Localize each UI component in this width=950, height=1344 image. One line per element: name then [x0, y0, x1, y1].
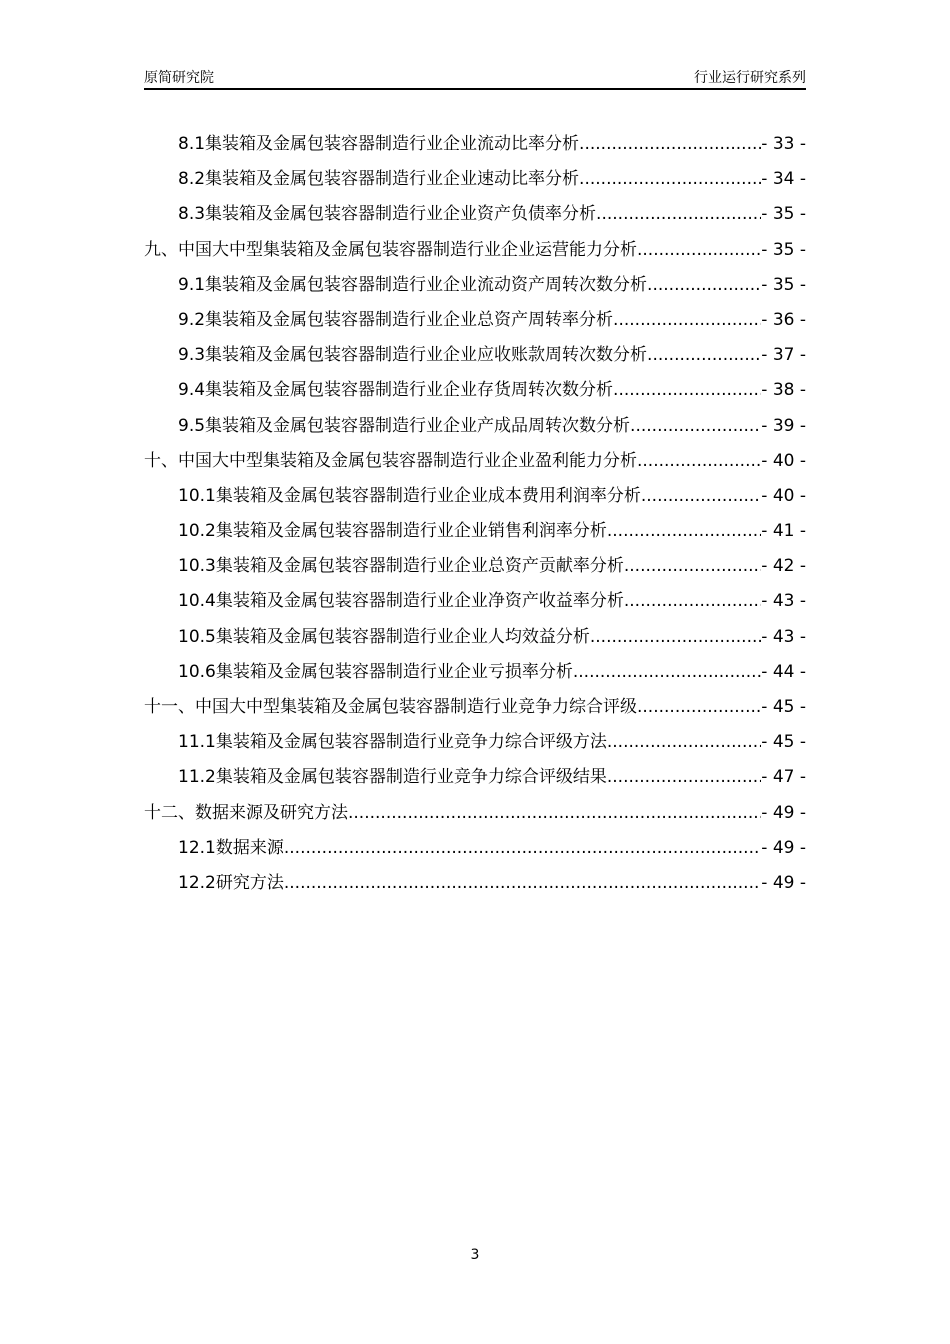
toc-entry-page: - 35 -	[761, 204, 806, 225]
toc-entry[interactable]	[144, 303, 806, 338]
toc-entry-page: - 42 -	[761, 556, 806, 577]
page-number: 3	[470, 1247, 480, 1263]
toc-entry-title: 集装箱及金属包装容器制造行业企业成本费用利润率分析	[215, 485, 641, 506]
toc-leader-dots	[573, 655, 761, 690]
toc-entry-page: - 34 -	[761, 169, 806, 190]
toc-entry-page: - 43 -	[761, 591, 806, 612]
toc-entry[interactable]	[144, 409, 806, 444]
toc-entry-number: 12.1	[178, 837, 216, 858]
toc-entry-title: 集装箱及金属包装容器制造行业竞争力综合评级方法	[215, 732, 607, 753]
toc-entry-title: 十二、数据来源及研究方法	[144, 802, 348, 823]
toc-leader-dots	[607, 514, 761, 549]
toc-entry-page: - 36 -	[761, 309, 806, 330]
toc-entry-number: 10.6	[178, 661, 216, 682]
toc-entry-title: 十一、中国大中型集装箱及金属包装容器制造行业竞争力综合评级	[144, 697, 637, 717]
toc-entry-number: 9.1	[178, 274, 206, 295]
toc-entry-number: 10.2	[178, 521, 216, 542]
toc-entry-title: 十、中国大中型集装箱及金属包装容器制造行业企业盈利能力分析	[144, 450, 637, 471]
toc-entry[interactable]	[144, 444, 806, 479]
toc-entry-page: - 49 -	[761, 802, 806, 823]
toc-leader-dots	[647, 338, 761, 373]
toc-entry-page: - 40 -	[761, 485, 806, 506]
toc-entry[interactable]	[144, 338, 806, 373]
toc-entry-title: 集装箱及金属包装容器制造行业企业净资产收益率分析	[215, 591, 624, 612]
toc-entry[interactable]	[144, 549, 806, 584]
toc-entry[interactable]	[144, 233, 806, 268]
toc-entry-page: - 35 -	[761, 274, 806, 295]
toc-entry-page: - 35 -	[761, 239, 806, 260]
toc-entry-title: 数据来源	[215, 837, 284, 858]
toc-entry-number: 8.3	[178, 204, 206, 225]
toc-entry-title: 集装箱及金属包装容器制造行业企业总资产周转率分析	[205, 309, 614, 330]
header-publisher: 原简研究院	[144, 70, 214, 86]
toc-entry-title: 集装箱及金属包装容器制造行业企业销售利润率分析	[215, 521, 607, 542]
toc-entry[interactable]	[144, 655, 806, 690]
toc-entry-title: 集装箱及金属包装容器制造行业竞争力综合评级结果	[215, 767, 607, 788]
toc-entry-title: 研究方法	[215, 872, 284, 893]
toc-entry[interactable]	[144, 127, 806, 162]
toc-entry-page: - 47 -	[761, 767, 806, 788]
toc-entry-page: - 45 -	[761, 732, 806, 753]
toc-entry[interactable]	[144, 760, 806, 795]
toc-leader-dots	[607, 725, 761, 760]
toc-entry-number: 10.4	[178, 591, 216, 612]
toc-entry-title: 集装箱及金属包装容器制造行业企业资产负债率分析	[205, 204, 597, 225]
toc-entry-page: - 49 -	[761, 872, 806, 893]
toc-leader-dots	[579, 162, 761, 197]
toc-entry-title: 集装箱及金属包装容器制造行业企业存货周转次数分析	[205, 380, 614, 401]
toc-entry-number: 8.1	[178, 134, 206, 154]
toc-leader-dots	[579, 127, 761, 162]
toc-entry[interactable]	[144, 725, 806, 760]
toc-entry-number: 9.3	[178, 345, 206, 366]
header-series: 行业运行研究系列	[694, 70, 806, 86]
toc-entry-number: 8.2	[178, 169, 206, 190]
toc-entry-page: - 44 -	[761, 661, 806, 682]
toc-leader-dots	[607, 760, 761, 795]
toc-entry-number: 10.3	[178, 556, 216, 577]
toc-entry-number: 10.5	[178, 626, 216, 647]
toc-leader-dots	[630, 409, 761, 444]
toc-leader-dots	[624, 549, 761, 584]
toc-entry-page: - 43 -	[761, 626, 806, 647]
toc-entry-number: 11.2	[178, 767, 216, 788]
toc-entry-title: 集装箱及金属包装容器制造行业企业速动比率分析	[205, 169, 580, 190]
toc-leader-dots	[637, 233, 761, 268]
toc-entry-title: 集装箱及金属包装容器制造行业企业总资产贡献率分析	[215, 556, 624, 577]
toc-entry-title: 集装箱及金属包装容器制造行业企业流动比率分析	[205, 134, 580, 154]
toc-entry[interactable]	[144, 479, 806, 514]
toc-entry-number: 12.2	[178, 872, 216, 893]
toc-entry-title: 九、中国大中型集装箱及金属包装容器制造行业企业运营能力分析	[144, 239, 637, 260]
toc-entry-number: 9.4	[178, 380, 206, 401]
toc-entry-number: 10.1	[178, 485, 216, 506]
toc-entry[interactable]	[144, 162, 806, 197]
toc-entry-page: - 49 -	[761, 837, 806, 858]
toc-entry[interactable]	[144, 584, 806, 619]
toc-leader-dots	[647, 268, 761, 303]
toc-entry[interactable]	[144, 268, 806, 303]
toc-leader-dots	[624, 584, 761, 619]
toc-entry-page: - 37 -	[761, 345, 806, 366]
toc-leader-dots	[284, 831, 761, 866]
page-header	[144, 64, 806, 90]
toc-entry[interactable]	[144, 866, 806, 901]
toc-entry-title: 集装箱及金属包装容器制造行业企业人均效益分析	[215, 626, 590, 647]
toc-entry[interactable]	[144, 197, 806, 232]
toc-entry[interactable]	[144, 620, 806, 655]
toc-entry-title: 集装箱及金属包装容器制造行业企业应收账款周转次数分析	[205, 345, 648, 366]
table-of-contents	[144, 127, 806, 901]
toc-entry[interactable]	[144, 373, 806, 408]
toc-entry[interactable]	[144, 690, 806, 725]
toc-leader-dots	[613, 303, 761, 338]
toc-leader-dots	[637, 690, 761, 725]
toc-leader-dots	[596, 197, 761, 232]
toc-entry-title: 集装箱及金属包装容器制造行业企业亏损率分析	[215, 661, 573, 682]
toc-entry[interactable]	[144, 831, 806, 866]
toc-entry-page: - 40 -	[761, 450, 806, 471]
toc-entry-page: - 33 -	[761, 134, 806, 154]
toc-leader-dots	[637, 444, 761, 479]
toc-entry[interactable]	[144, 796, 806, 831]
toc-entry-page: - 38 -	[761, 380, 806, 401]
toc-entry-number: 9.2	[178, 309, 206, 330]
toc-entry-page: - 39 -	[761, 415, 806, 436]
toc-leader-dots	[348, 796, 761, 831]
toc-entry-page: - 45 -	[761, 697, 806, 717]
toc-entry[interactable]	[144, 514, 806, 549]
toc-leader-dots	[284, 866, 761, 901]
toc-entry-title: 集装箱及金属包装容器制造行业企业产成品周转次数分析	[205, 415, 631, 436]
toc-entry-page: - 41 -	[761, 521, 806, 542]
toc-entry-number: 9.5	[178, 415, 206, 436]
toc-leader-dots	[590, 620, 761, 655]
toc-entry-number: 11.1	[178, 732, 216, 753]
toc-leader-dots	[641, 479, 761, 514]
toc-entry-title: 集装箱及金属包装容器制造行业企业流动资产周转次数分析	[205, 274, 648, 295]
toc-leader-dots	[613, 373, 761, 408]
